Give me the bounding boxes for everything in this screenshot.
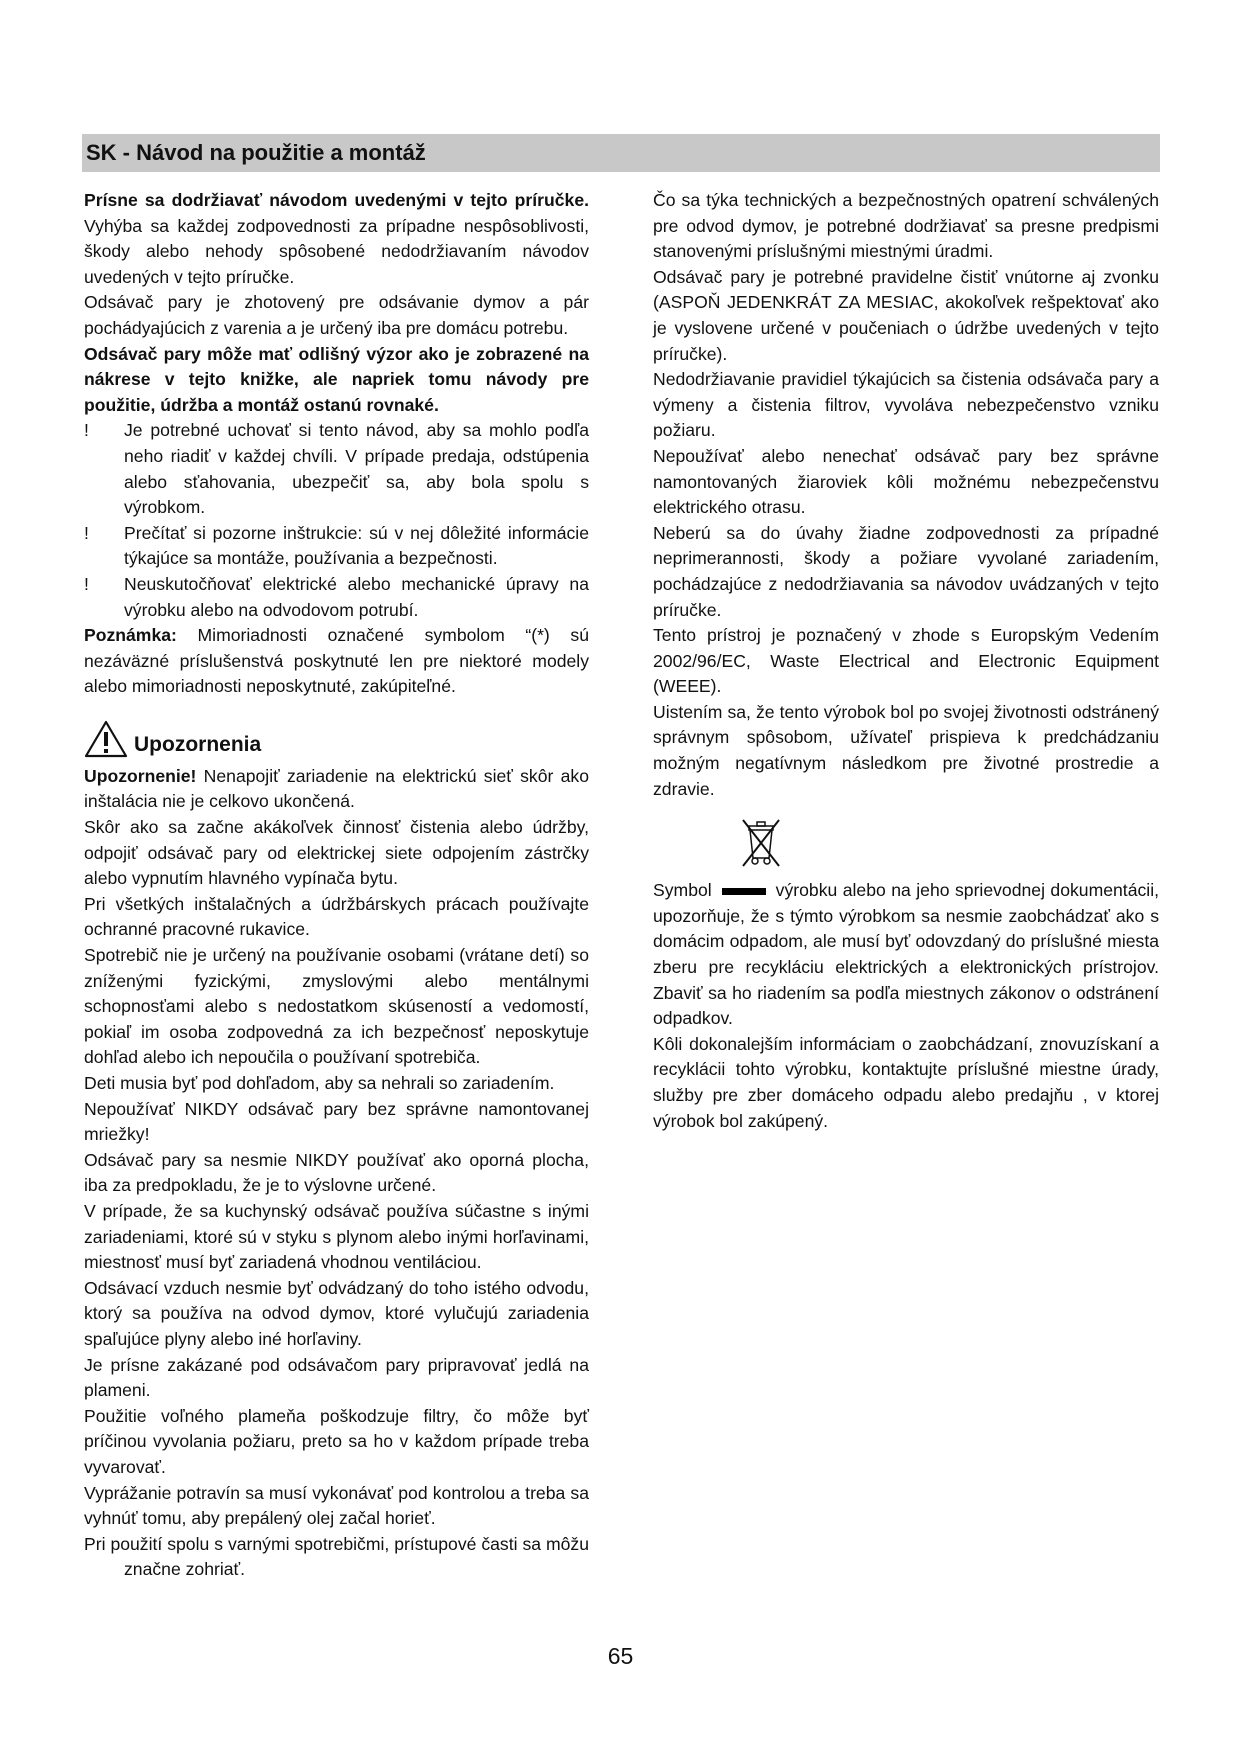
intro-paragraph	[84, 188, 589, 290]
note-paragraph	[84, 623, 589, 700]
symbol-text: výrobku alebo na jeho sprievodnej dokumentácii, upozorňuje, že s týmto výrobkom sa nesmie zaobchádzať ako s domácim odpadom, ale musí byť odovzdaný do príslušné miesta zberu pre recykláciu elektrických a elektronických prístrojov. Zbaviť sa ho riadením sa podľa miestnych zákonov o odstránení odpadkov.	[653, 880, 1159, 1029]
weee-crossed-bin-icon	[731, 814, 791, 868]
bullet-text: Neuskutočňovať elektrické alebo mechanické úpravy na výrobku alebo na odvodovom potrubí.	[124, 573, 589, 620]
weee-bar-icon	[722, 888, 766, 895]
warning-paragraph: Použitie voľného plameňa poškodzuje filtry, čo môže byť príčinou vyvolania požiaru, preto sa ho v každom prípade treba vyvarovať.	[84, 1405, 589, 1477]
right-paragraph: Uistením sa, že tento výrobok bol po svojej životnosti odstránený správnym spôsobom, užívateľ prispieva k predchádzaniu možným negatívnym následkom pre životné prostredie a zdravie.	[653, 701, 1159, 799]
symbol-word: Symbol	[653, 880, 712, 901]
page-number: 65	[607, 1643, 634, 1669]
intro-bold: Prísne sa dodržiavať návodom uvedenými v tejto príručke.	[84, 190, 589, 210]
warning-paragraph: Spotrebič nie je určený na používanie osobami (vrátane detí) so zníženými fyzickými, zmyslovými alebo mentálnymi schopnosťami alebo s nedostatkom skúseností a vedomostí, pokiaľ im osoba zodpovedná za ich bezpečnosť neposkytuje dohľad alebo ich nepoučila o používaní spotrebiča.	[84, 945, 589, 1068]
warning-paragraph: Je prísne zakázané pod odsávačom pary pripravovať jedlá na plameni.	[84, 1354, 589, 1401]
warning-first	[84, 764, 589, 815]
warning-paragraph: Vyprážanie potravín sa musí vykonávať pod kontrolou a treba sa vyhnúť tomu, aby prepálený olej začal horieť.	[84, 1482, 589, 1529]
warning-paragraph: Odsávač pary sa nesmie NIKDY používať ako oporná plocha, iba za predpokladu, že je to výslovne určené.	[84, 1149, 589, 1196]
bullet-mark: !	[84, 573, 89, 594]
warning-paragraph: Odsávací vzduch nesmie byť odvádzaný do toho istého odvodu, ktorý sa používa na odvod dymov, ktoré vylučujú zariadenia spaľujúce plyny alebo iné horľaviny.	[84, 1277, 589, 1349]
warning-paragraph: Pri všetkých inštalačných a údržbárskych prácach používajte ochranné pracovné rukavice.	[84, 893, 589, 940]
warning-paragraph: Nepoužívať NIKDY odsávač pary bez správne namontovanej mriežky!	[84, 1098, 589, 1145]
left-column	[84, 188, 589, 1583]
note-text: Mimoriadnosti označené symbolom “(*) sú nezáväzné príslušenstvá poskytnuté len pre niektoré modely alebo mimoriadnosti neposkytnuté, zakúpiteľné.	[84, 625, 589, 697]
right-paragraph: Nedodržiavanie pravidiel týkajúcich sa čistenia odsávača pary a výmeny a čistenia filtrov, vyvoláva nebezpečenstvo vzniku požiaru.	[653, 369, 1159, 441]
right-final-paragraph: Kôli dokonalejším informáciam o zaobchádzaní, znovuzískaní a recyklácii tohto výrobku, kontaktujte príslušné miestne úrady, služby pre zber domáceho odpadu alebo predajňu , v ktorej výrobok bol zakúpený.	[653, 1033, 1159, 1131]
right-paragraph: Čo sa týka technických a bezpečnostných opatrení schválených pre odvod dymov, je potrebné dodržiavať sa presne predpismi stanovenými príslušnými miestnými úradmi.	[653, 190, 1159, 262]
warnings-heading	[84, 718, 589, 758]
warning-paragraph: Skôr ako sa začne akákoľvek činnosť čistenia alebo údržby, odpojiť odsávač pary od elektrickej siete odpojením zástrčky alebo vypnutím hlavného vypínača bytu.	[84, 817, 589, 889]
right-paragraph: Nepoužívať alebo nenechať odsávač pary bez správne namontovaných žiaroviek kôli možnému nebezpečenstvu elektrického otrasu.	[653, 445, 1159, 518]
bullet-item	[84, 572, 589, 623]
bullet-mark: !	[84, 420, 89, 441]
warning-first-text: Nenapojiť zariadenie na elektrickú sieť skôr ako inštalácia nie je celkovo ukončená.	[84, 765, 589, 812]
bullet-item	[84, 521, 589, 572]
right-column	[653, 188, 1159, 1134]
bullet-text: Je potrebné uchovať si tento návod, aby sa mohlo podľa neho riadiť v každej chvíli. V prípade predaja, odstúpenia alebo sťahovania, ubezpečiť sa, aby bola spolu s výrobkom.	[124, 420, 589, 518]
note-label: Poznámka:	[84, 625, 177, 646]
bullet-item	[84, 418, 589, 520]
right-paragraph: Odsávač pary je potrebné pravidelne čistiť vnútorne aj zvonku (ASPOŇ JEDENKRÁT ZA MESIAC, akokoľvek rešpektovať ako je vyslovene určené v poučeniach o údržbe uvedených v tejto príručke).	[653, 266, 1159, 364]
warning-triangle-icon	[84, 720, 128, 758]
right-paragraph: Neberú sa do úvahy žiadne zodpovednosti za prípadné neprimerannosti, škody a požiare vyvolané zariadením, pochádzajúce z nedodržiavania sa návodov uvádzaných v tejto príručke.	[653, 522, 1159, 620]
warning-label: Upozornenie!	[84, 765, 197, 786]
warnings-heading-label: Upozornenia	[134, 733, 262, 757]
warning-paragraph: V prípade, že sa kuchynský odsávač používa súčastne s inými zariadeniami, ktoré sú v styku s plynom alebo inými horľavinami, miestnosť musí byť zariadená vhodnou ventiláciou.	[84, 1200, 589, 1273]
symbol-paragraph	[653, 878, 1159, 1032]
bullet-mark: !	[84, 522, 89, 543]
purpose-paragraph: Odsávač pary je zhotovený pre odsávanie dymov a pár pochádyajúcich z varenia a je určený iba pre domácu potrebu.	[84, 292, 589, 338]
bold-notice: Odsávač pary môže mať odlišný výzor ako je zobrazené na nákrese v tejto knižke, ale napriek tomu návody pre použitie, údržba a montáž ostanú rovnaké.	[84, 343, 589, 415]
bullet-text: Prečítať si pozorne inštrukcie: sú v nej dôležité informácie týkajúce sa montáže, používania a bezpečnosti.	[124, 522, 589, 569]
warning-last: Pri použití spolu s varnými spotrebičmi, prístupové časti sa môžu značne zohriať.	[84, 1533, 589, 1580]
warning-paragraph: Deti musia byť pod dohľadom, aby sa nehrali so zariadením.	[84, 1073, 555, 1093]
section-title: SK - Návod na použitie a montáž	[86, 140, 426, 165]
section-title-bar	[82, 134, 1160, 172]
intro-rest: Vyhýba sa každej zodpovednosti za prípadne nespôsoblivosti, škody alebo nehody spôsobené nedodržiavaním návodov uvedených v tejto príručke.	[84, 215, 589, 287]
right-paragraph: Tento prístroj je poznačený v zhode s Europským Vedením 2002/96/EC, Waste Electrical and Electronic Equipment (WEEE).	[653, 625, 1159, 697]
